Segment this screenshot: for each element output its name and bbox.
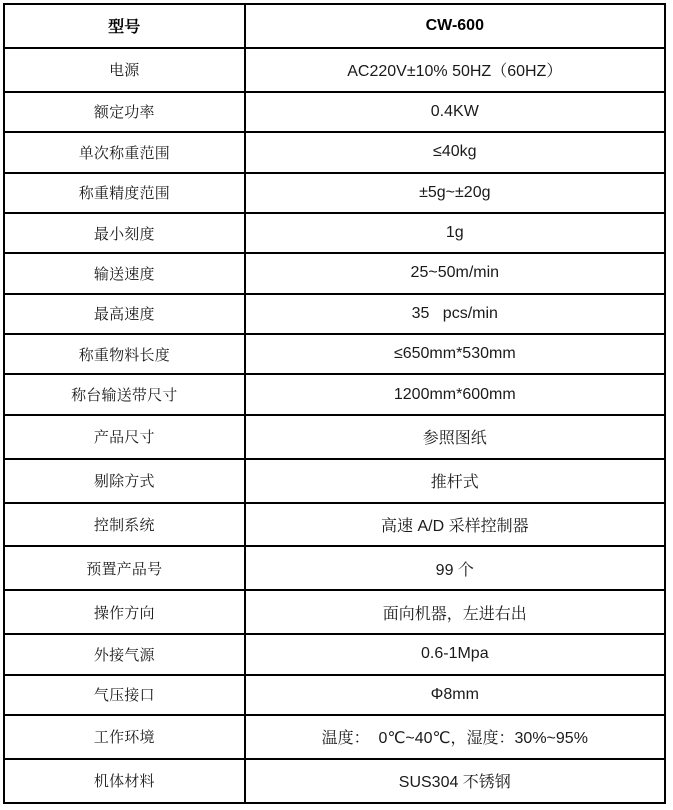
spec-value-cell: 35 pcs/min bbox=[245, 294, 665, 334]
spec-value-cell: 参照图纸 bbox=[245, 415, 665, 459]
table-row bbox=[4, 213, 665, 253]
spec-value-cell: 0.4KW bbox=[245, 92, 665, 132]
spec-label-cell: 单次称重范围 bbox=[4, 132, 245, 172]
table-row bbox=[4, 253, 665, 293]
spec-label-cell: 操作方向 bbox=[4, 590, 245, 634]
spec-value-cell: SUS304 不锈钢 bbox=[245, 759, 665, 803]
table-row bbox=[4, 503, 665, 547]
spec-label-cell: 工作环境 bbox=[4, 715, 245, 759]
spec-value-cell: Φ8mm bbox=[245, 675, 665, 715]
table-row bbox=[4, 546, 665, 590]
spec-header-label: 型号 bbox=[4, 4, 245, 48]
spec-label-cell: 最小刻度 bbox=[4, 213, 245, 253]
spec-value-cell: 高速 A/D 采样控制器 bbox=[245, 503, 665, 547]
spec-value-cell: ±5g~±20g bbox=[245, 173, 665, 213]
spec-label-cell: 称重精度范围 bbox=[4, 173, 245, 213]
spec-table-body bbox=[4, 4, 665, 803]
table-row bbox=[4, 334, 665, 374]
spec-value-cell: 0.6-1Mpa bbox=[245, 634, 665, 674]
spec-label-cell: 称台输送带尺寸 bbox=[4, 374, 245, 414]
spec-label-cell: 最高速度 bbox=[4, 294, 245, 334]
spec-value-cell: 面向机器，左进右出 bbox=[245, 590, 665, 634]
spec-value-cell: 1200mm*600mm bbox=[245, 374, 665, 414]
table-row bbox=[4, 92, 665, 132]
spec-table bbox=[3, 3, 666, 804]
spec-value-cell: 99 个 bbox=[245, 546, 665, 590]
table-row bbox=[4, 415, 665, 459]
spec-label-cell: 机体材料 bbox=[4, 759, 245, 803]
table-row bbox=[4, 132, 665, 172]
spec-label-cell: 额定功率 bbox=[4, 92, 245, 132]
spec-value-cell: 1g bbox=[245, 213, 665, 253]
table-header-row bbox=[4, 4, 665, 48]
spec-label-cell: 输送速度 bbox=[4, 253, 245, 293]
spec-label-cell: 控制系统 bbox=[4, 503, 245, 547]
spec-value-cell: ≤40kg bbox=[245, 132, 665, 172]
spec-label-cell: 外接气源 bbox=[4, 634, 245, 674]
spec-label-cell: 称重物料长度 bbox=[4, 334, 245, 374]
table-row bbox=[4, 173, 665, 213]
table-row bbox=[4, 759, 665, 803]
spec-value-cell: ≤650mm*530mm bbox=[245, 334, 665, 374]
table-row bbox=[4, 590, 665, 634]
table-row bbox=[4, 459, 665, 503]
table-row bbox=[4, 675, 665, 715]
spec-value-cell: 温度： 0℃~40℃，湿度：30%~95% bbox=[245, 715, 665, 759]
table-row bbox=[4, 715, 665, 759]
table-row bbox=[4, 294, 665, 334]
spec-label-cell: 气压接口 bbox=[4, 675, 245, 715]
spec-label-cell: 剔除方式 bbox=[4, 459, 245, 503]
table-row bbox=[4, 374, 665, 414]
spec-header-value: CW-600 bbox=[245, 4, 665, 48]
spec-value-cell: 25~50m/min bbox=[245, 253, 665, 293]
table-row bbox=[4, 48, 665, 92]
table-row bbox=[4, 634, 665, 674]
spec-label-cell: 电源 bbox=[4, 48, 245, 92]
spec-label-cell: 产品尺寸 bbox=[4, 415, 245, 459]
spec-label-cell: 预置产品号 bbox=[4, 546, 245, 590]
spec-value-cell: 推杆式 bbox=[245, 459, 665, 503]
spec-value-cell: AC220V±10% 50HZ（60HZ） bbox=[245, 48, 665, 92]
